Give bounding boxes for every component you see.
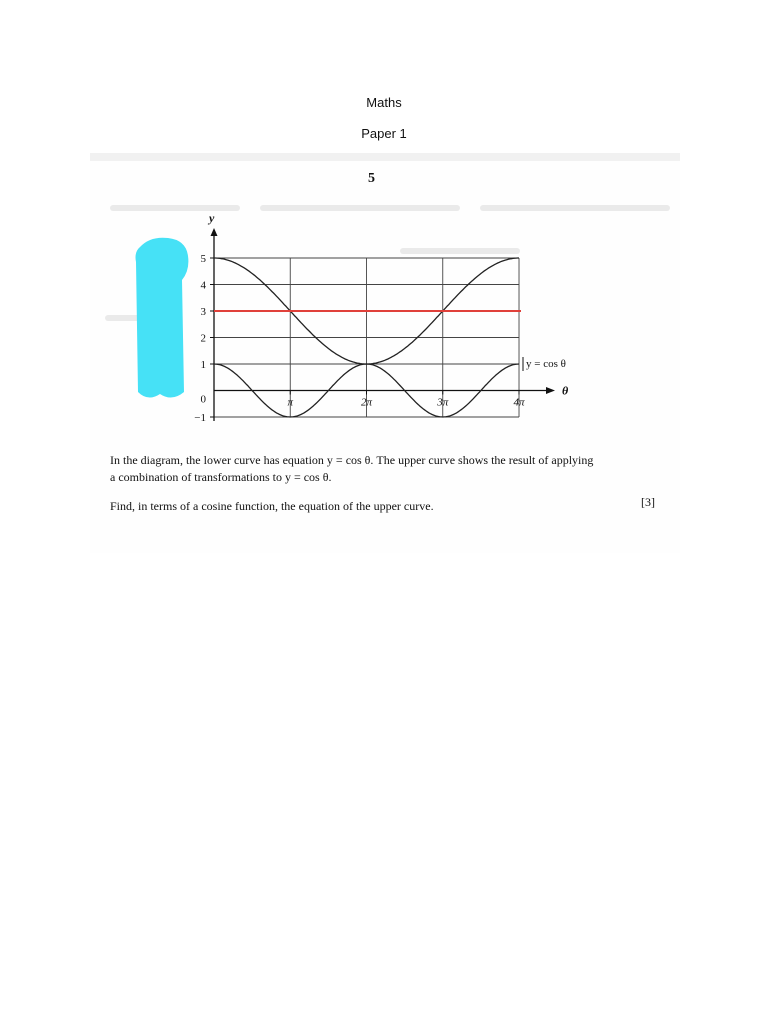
document-header-paper: Paper 1 [361, 126, 407, 141]
y-axis-arrowhead [211, 228, 218, 236]
series-label-lower-curve: y = cos θ [526, 358, 566, 370]
y-tick-label: 3 [200, 306, 206, 318]
redaction-mark [136, 238, 189, 398]
x-axis-arrowhead [546, 387, 555, 394]
question-number: 5 [368, 171, 375, 186]
y-tick-label: 1 [200, 359, 206, 371]
graph-axes [210, 228, 555, 421]
y-tick-label: 0 [200, 393, 206, 406]
marks-label: [3] [641, 495, 655, 509]
y-axis-label: y [209, 211, 215, 225]
x-tick-label: π [287, 396, 294, 409]
x-tick-label: 2π [360, 396, 373, 409]
y-tick-label: 5 [200, 253, 206, 265]
x-tick-labels [287, 397, 525, 409]
x-axis-label: θ [562, 383, 569, 398]
question-paragraph-line-2: a combination of transformations to y = cos θ. [110, 470, 332, 484]
question-paragraph-line-1: In the diagram, the lower curve has equation y = cos θ. The upper curve shows the result of applying [110, 453, 594, 467]
y-tick-label: 4 [200, 279, 206, 292]
question-task: Find, in terms of a cosine function, the equation of the upper curve. [110, 499, 434, 513]
x-tick-label: 4π [513, 396, 525, 409]
y-tick-label: 2 [200, 332, 206, 345]
y-tick-labels [194, 253, 206, 424]
x-tick-label: 3π [437, 396, 449, 409]
document-header-subject: Maths [366, 95, 402, 110]
y-tick-label: −1 [194, 412, 206, 424]
